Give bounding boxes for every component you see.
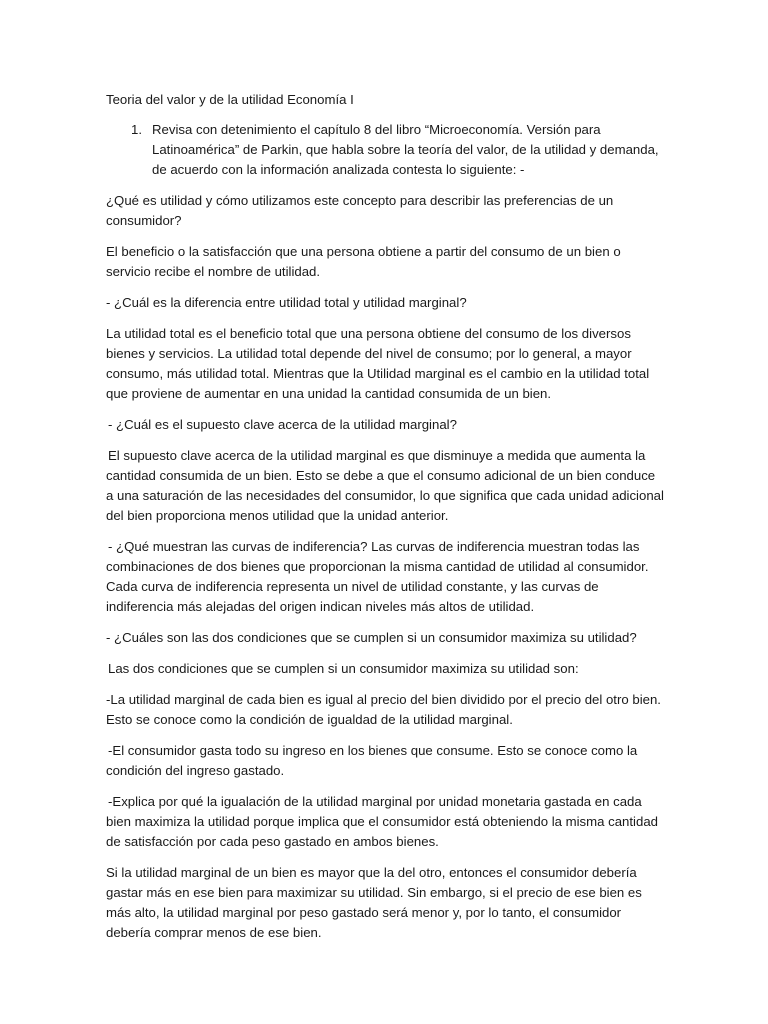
document-page — [106, 90, 666, 954]
question-answer-indifference-curves: - ¿Qué muestran las curvas de indiferencia? Las curvas de indiferencia muestran todas las combinaciones de dos bienes que proporcionan la misma cantidad de utilidad al consumidor. Cada curva de indiferencia representa un nivel de utilidad constante, y las curvas de indiferencia más alejadas del origen indican niveles más altos de utilidad. — [106, 539, 649, 614]
question-key-assumption: - ¿Cuál es el supuesto clave acerca de la utilidad marginal? — [108, 417, 457, 432]
answer-key-assumption: El supuesto clave acerca de la utilidad marginal es que disminuye a medida que aumenta la cantidad consumida de un bien. Esto se debe a que el consumo adicional de un bien conduce a una saturación de las necesidades del consumidor, lo que significa que cada unidad adicional del bien proporciona menos utilidad que la unidad anterior. — [106, 448, 664, 523]
answer-utility-definition: El beneficio o la satisfacción que una persona obtiene a partir del consumo de un bien o servicio recibe el nombre de utilidad. — [106, 244, 621, 279]
document-title: Teoria del valor y de la utilidad Economía I — [106, 92, 354, 107]
conclusion-paragraph: Si la utilidad marginal de un bien es mayor que la del otro, entonces el consumidor debería gastar más en ese bien para maximizar su utilidad. Sin embargo, si el precio de ese bien es más alto, la utilidad marginal por peso gastado será menor y, por lo tanto, el consumidor debería comprar menos de ese bien. — [106, 865, 642, 940]
instruction-number: 1. — [131, 122, 142, 137]
question-two-conditions: - ¿Cuáles son las dos condiciones que se cumplen si un consumidor maximiza su utilidad? — [106, 630, 637, 645]
answer-two-conditions-intro: Las dos condiciones que se cumplen si un consumidor maximiza su utilidad son: — [108, 661, 579, 676]
instruction-text: Revisa con detenimiento el capítulo 8 del libro “Microeconomía. Versión para Latinoamérica” de Parkin, que habla sobre la teoría del valor, de la utilidad y demanda, de acuerdo con la información analizada contesta lo siguiente: - — [152, 122, 659, 177]
explanation-equalization: -Explica por qué la igualación de la utilidad marginal por unidad monetaria gastada en cada bien maximiza la utilidad porque implica que el consumidor está obteniendo la misma cantidad de satisfacción por cada peso gastado en ambos bienes. — [106, 794, 658, 849]
instruction-item — [131, 120, 666, 180]
condition-marginal-equality: -La utilidad marginal de cada bien es igual al precio del bien dividido por el precio del otro bien. Esto se conoce como la condición de igualdad de la utilidad marginal. — [106, 692, 661, 727]
question-utility-definition: ¿Qué es utilidad y cómo utilizamos este concepto para describir las preferencias de un consumidor? — [106, 193, 614, 228]
question-total-vs-marginal: - ¿Cuál es la diferencia entre utilidad total y utilidad marginal? — [106, 295, 467, 310]
condition-income-spent: -El consumidor gasta todo su ingreso en los bienes que consume. Esto se conoce como la condición del ingreso gastado. — [106, 743, 638, 778]
answer-total-vs-marginal: La utilidad total es el beneficio total que una persona obtiene del consumo de los diversos bienes y servicios. La utilidad total depende del nivel de consumo; por lo general, a mayor consumo, más utilidad total. Mientras que la Utilidad marginal es el cambio en la utilidad total que proviene de aumentar en una unidad la cantidad consumida de un bien. — [106, 326, 650, 401]
